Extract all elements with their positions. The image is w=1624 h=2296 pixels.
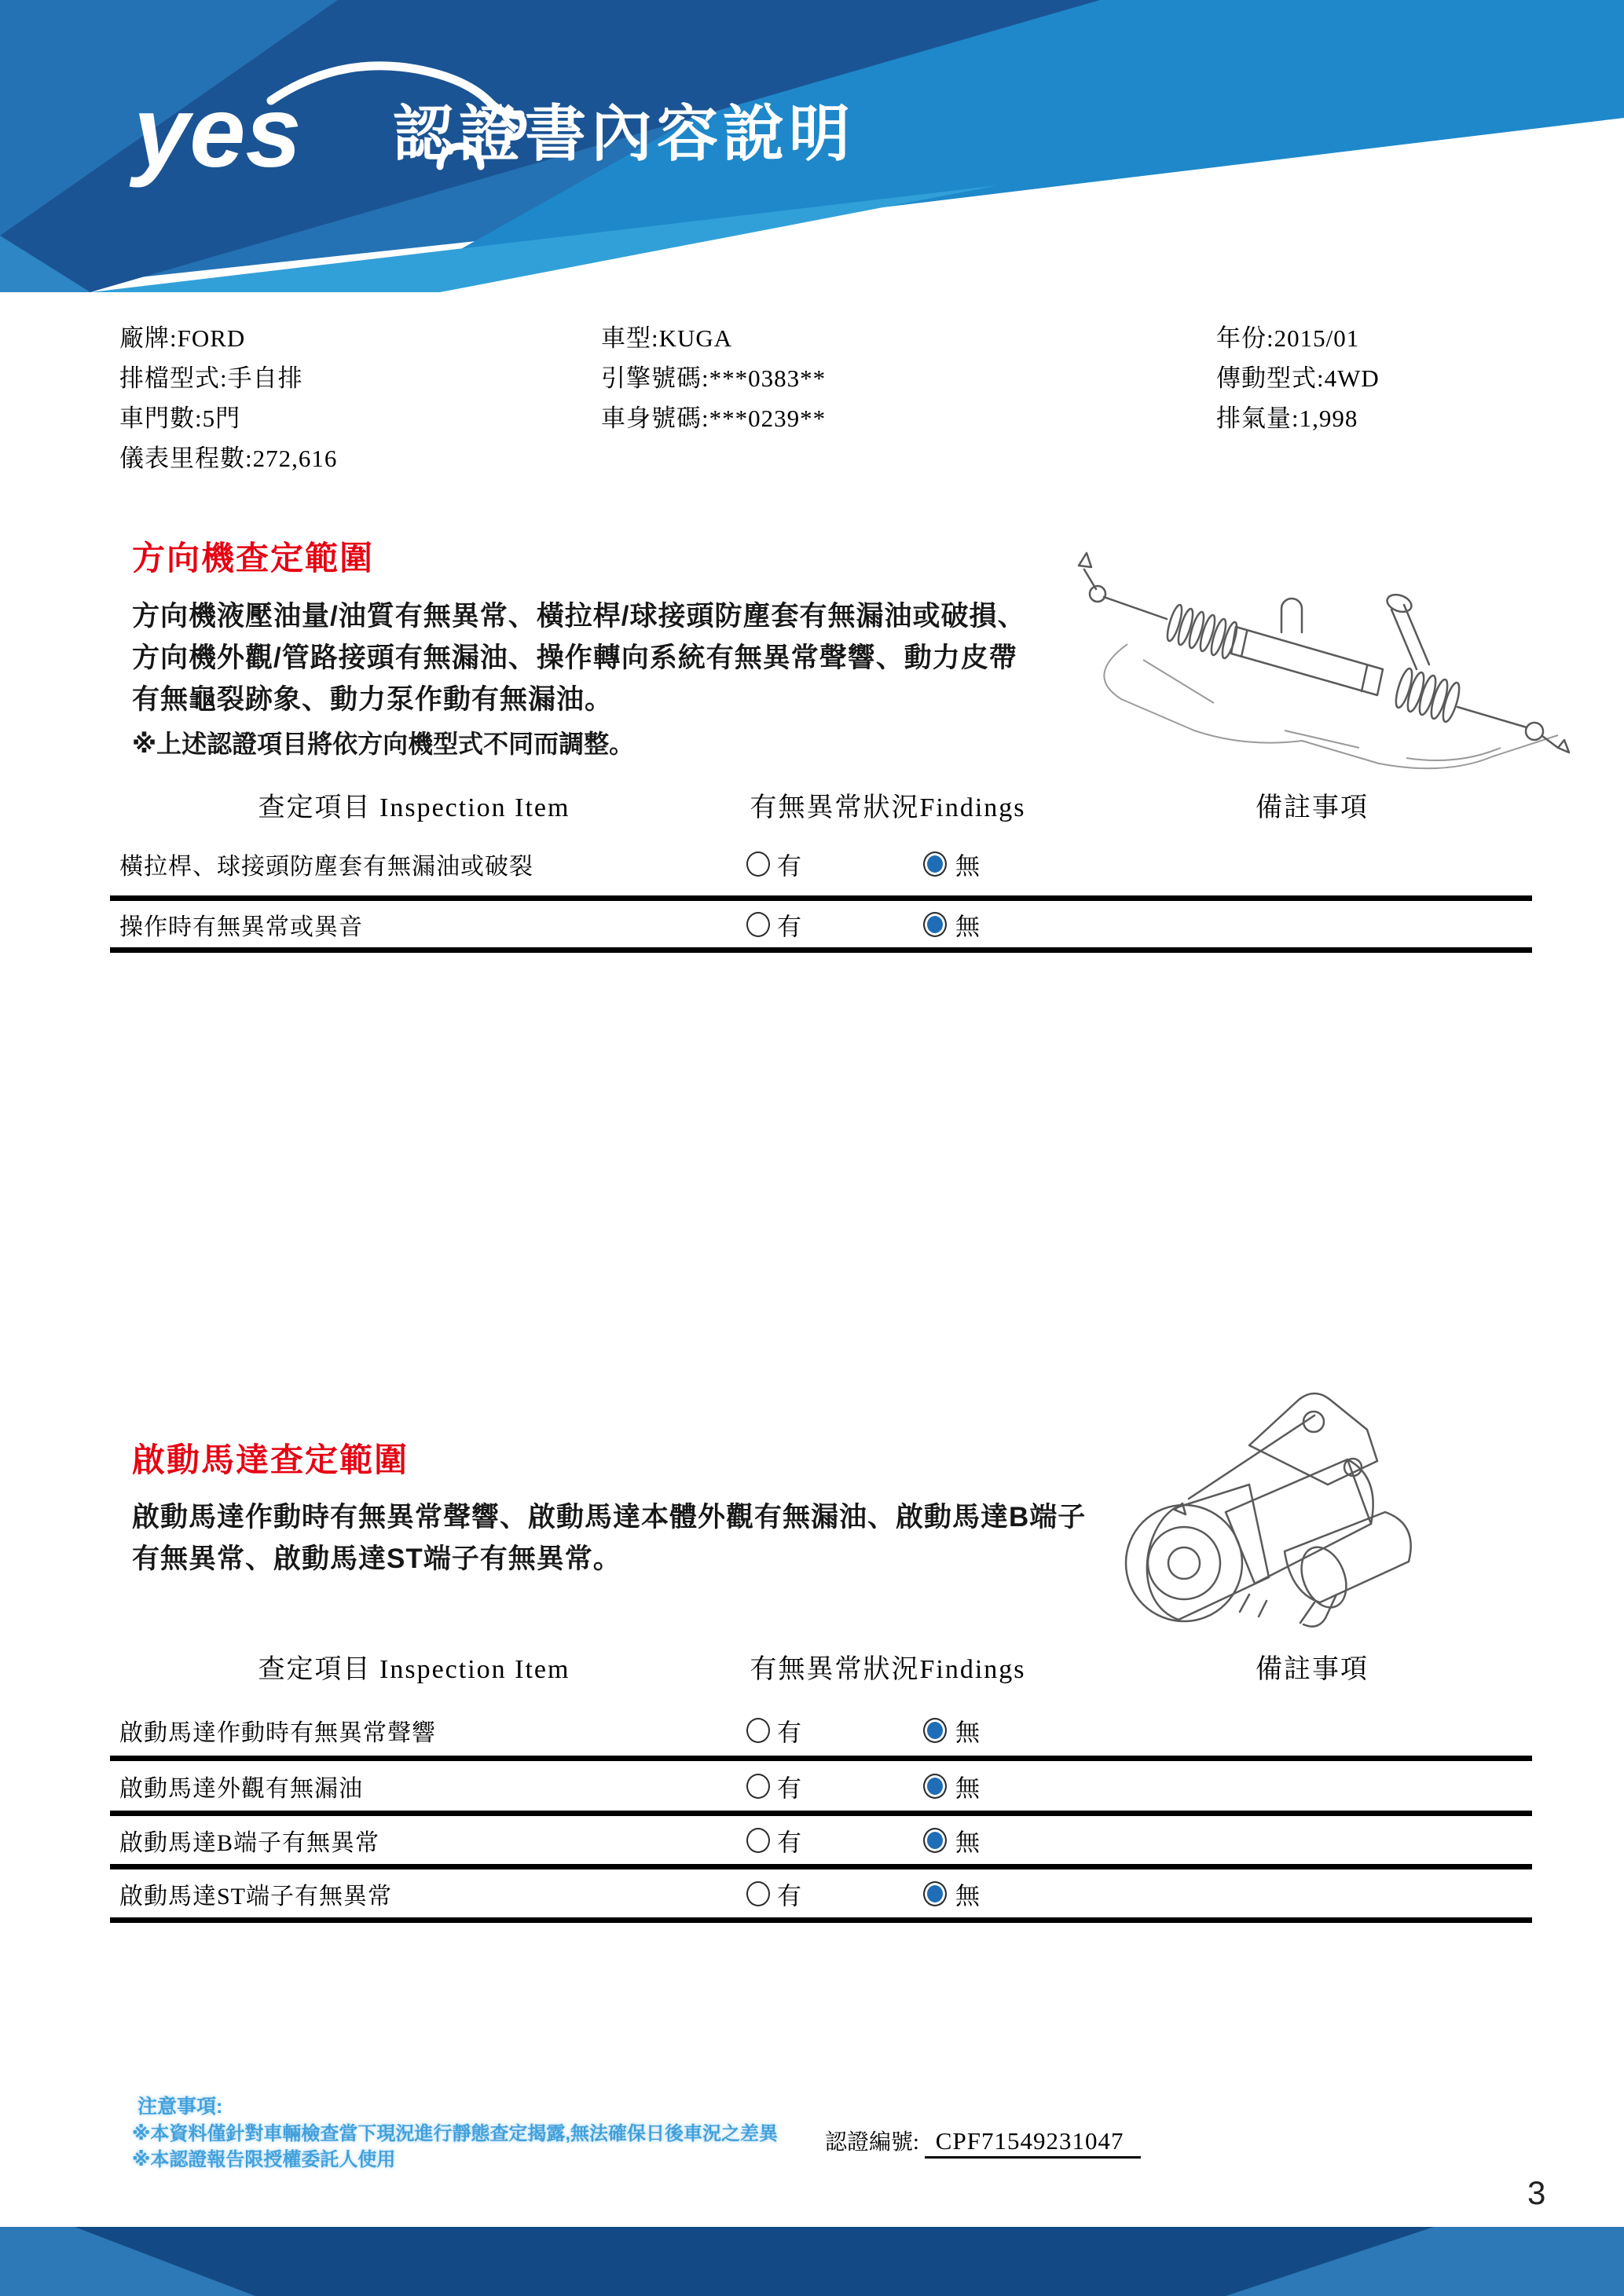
table1-header-remarks: 備註事項 [1256, 793, 1369, 822]
certificate-number-label: 認證編號 [825, 2130, 914, 2155]
table-row [110, 1869, 1532, 1923]
section-starter-title: 啟動馬達查定範圍 [132, 1441, 409, 1478]
radio-no[interactable] [923, 851, 947, 877]
info-brand: 廠牌:FORD [119, 324, 246, 352]
info-model: 車型:KUGA [601, 324, 733, 352]
radio-yes-label: 有 [777, 1882, 801, 1910]
inspection-item-label: 橫拉桿、球接頭防塵套有無漏油或破裂 [119, 854, 533, 880]
radio-yes[interactable] [746, 1774, 770, 1799]
steering-inspection-table [110, 833, 1532, 953]
section-steering-title: 方向機查定範圍 [132, 540, 375, 577]
steering-rack-illustration [1049, 534, 1615, 778]
info-odometer: 儀表里程數:272,616 [119, 445, 338, 472]
inspection-item-label: 啟動馬達ST端子有無異常 [119, 1883, 393, 1910]
table1-header-item: 查定項目 Inspection Item [258, 793, 570, 822]
radio-yes-label: 有 [777, 852, 801, 881]
radio-yes-label: 有 [777, 913, 801, 940]
radio-yes[interactable] [746, 912, 770, 937]
certificate-number-line: 認證編號: CPF71549231047 [825, 2125, 1141, 2156]
table-row [110, 901, 1532, 953]
radio-yes[interactable] [746, 1828, 770, 1853]
radio-no-label: 無 [955, 1774, 980, 1802]
radio-yes-label: 有 [777, 1774, 801, 1802]
radio-no[interactable] [923, 912, 947, 937]
table2-header-findings: 有無異常狀況Findings [750, 1655, 1026, 1684]
radio-no[interactable] [923, 1774, 947, 1799]
table1-header-findings: 有無異常狀況Findings [750, 793, 1026, 822]
notice-line: ※本資料僅針對車輛檢查當下現況進行靜態查定揭露,無法確保日後車況之差異 [132, 2123, 778, 2144]
radio-no-label: 無 [955, 1882, 980, 1910]
logo-text: yes [134, 76, 302, 189]
certificate-number-value: CPF71549231047 [925, 2127, 1142, 2159]
info-year: 年份:2015/01 [1216, 324, 1360, 352]
radio-no-label: 無 [955, 1719, 980, 1746]
radio-no-label: 無 [955, 1829, 980, 1856]
info-vin: 車身號碼:***0239** [601, 405, 827, 432]
radio-no[interactable] [923, 1828, 947, 1853]
starter-motor-illustration [1088, 1367, 1457, 1650]
radio-yes[interactable] [746, 1718, 770, 1743]
radio-yes[interactable] [746, 851, 770, 877]
inspection-item-label: 啟動馬達作動時有無異常聲響 [119, 1719, 436, 1746]
footer-banner [0, 2227, 1624, 2296]
radio-no-label: 無 [955, 913, 980, 940]
radio-no[interactable] [923, 1718, 947, 1743]
section-steering-note: ※上述認證項目將依方向機型式不同而調整。 [132, 730, 635, 758]
table2-header-item: 查定項目 Inspection Item [258, 1655, 570, 1684]
page-number: 3 [1527, 2174, 1546, 2211]
section-starter-description: 啟動馬達作動時有無異常聲響、啟動馬達本體外觀有無漏油、啟動馬達B端子 有無異常、啟動馬達ST端子有無異常。 [132, 1502, 1087, 1574]
table-row [110, 1816, 1532, 1869]
inspection-item-label: 啟動馬達外觀有無漏油 [119, 1775, 363, 1802]
radio-yes[interactable] [746, 1881, 770, 1906]
radio-no-label: 無 [955, 852, 980, 881]
radio-yes-label: 有 [777, 1829, 801, 1856]
info-doors: 車門數:5門 [119, 405, 241, 432]
table-row [110, 1761, 1532, 1816]
starter-inspection-table [110, 1705, 1532, 1923]
page-title: 認證書內容說明 [393, 99, 856, 168]
inspection-item-label: 操作時有無異常或異音 [119, 914, 363, 940]
info-drivetrain: 傳動型式:4WD [1216, 364, 1380, 392]
info-transmission-type: 排檔型式:手自排 [119, 364, 303, 392]
table2-header-remarks: 備註事項 [1256, 1655, 1369, 1684]
notice-title: 注意事項: [137, 2096, 223, 2118]
radio-yes-label: 有 [777, 1719, 801, 1746]
table-row [110, 1705, 1532, 1761]
notice-line: ※本認證報告限授權委託人使用 [132, 2149, 396, 2170]
radio-no[interactable] [923, 1881, 947, 1906]
info-engine-no: 引擎號碼:***0383** [601, 364, 827, 392]
table-row [110, 833, 1532, 901]
section-steering-description: 方向機液壓油量/油質有無異常、橫拉桿/球接頭防塵套有無漏油或破損、 方向機外觀/管路接頭有無漏油、操作轉向系統有無異常聲響、動力皮帶 有無龜裂跡象、動力泵作動有無漏油。 [132, 601, 1026, 715]
info-displacement: 排氣量:1,998 [1216, 405, 1358, 432]
inspection-item-label: 啟動馬達B端子有無異常 [119, 1829, 380, 1856]
